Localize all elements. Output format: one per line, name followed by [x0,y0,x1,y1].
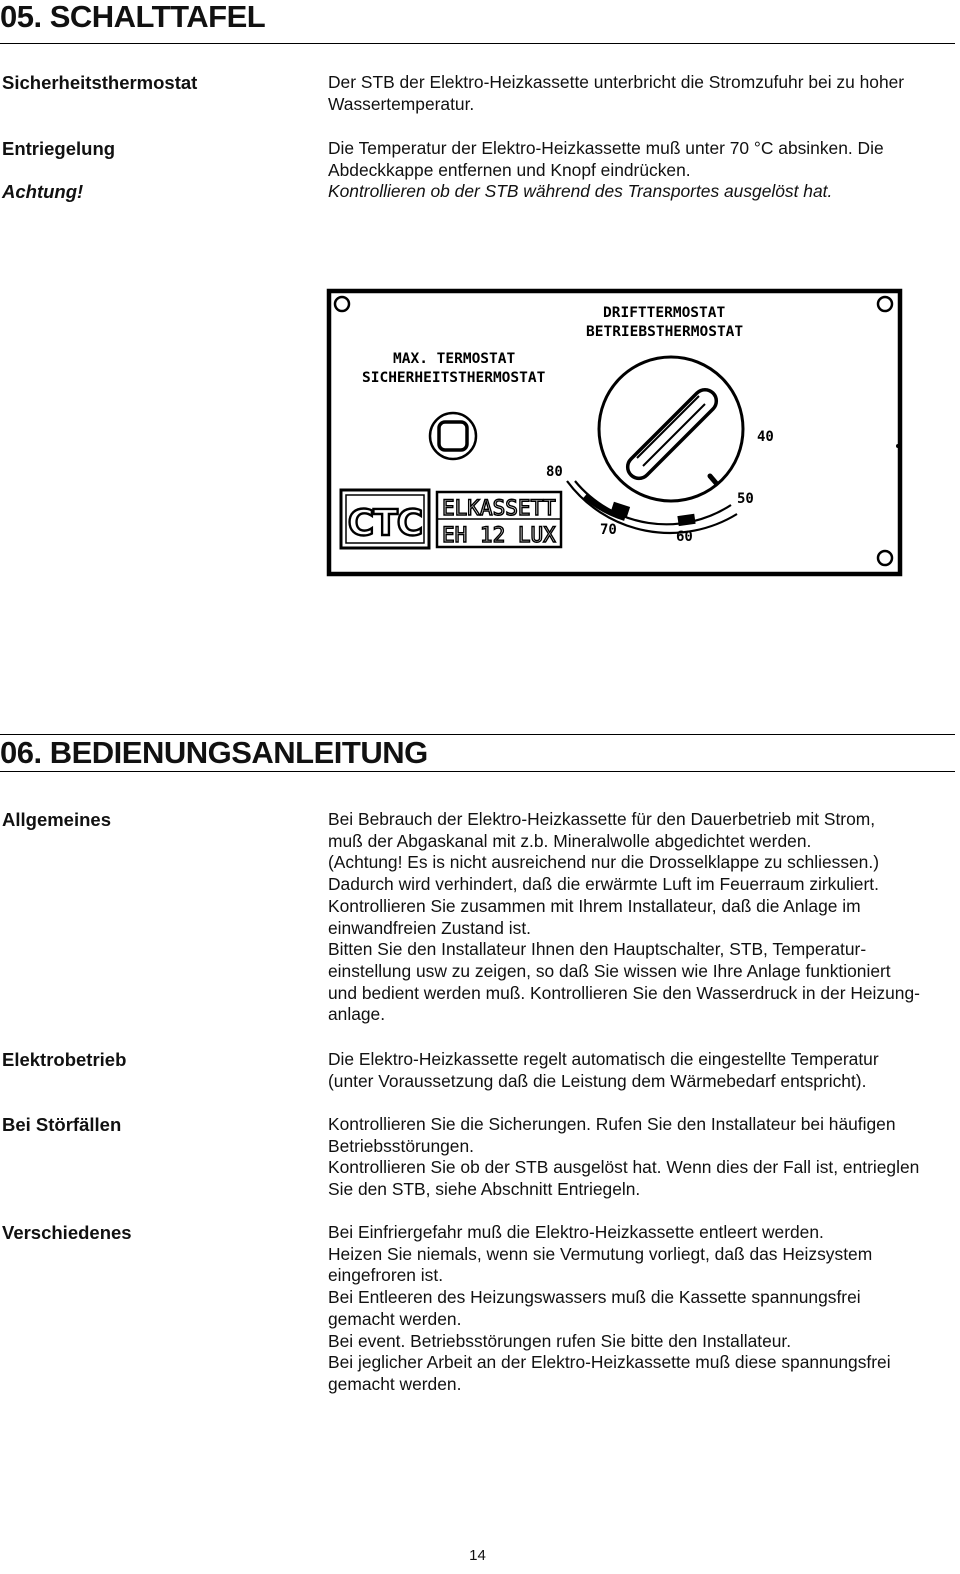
section-06-title: 06. BEDIENUNGSANLEITUNG [0,735,428,770]
text-entriegelung: Die Temperatur der Elektro-Heizkassette muß unter 70 °C absinken. Die Abdeckkappe entfernen und Knopf eindrücken. [328,138,884,180]
scale-60-label: 60 [676,529,693,545]
logo-text: CTC [347,503,423,544]
text-sicherheitsthermostat: Der STB der Elektro-Heizkassette unterbricht die Stromzufuhr bei zu hoher Wassertemperatur. [328,72,905,114]
page-number: 14 [469,1547,486,1564]
text-bei-stoerfaellen: Kontrollieren Sie die Sicherungen. Rufen Sie den Installateur bei häufigen Betriebsstörungen. Kontrollieren Sie ob der STB ausgelöst hat. Wenn dies der Fall ist, entrieglen Sie den STB, siehe Abschnitt Entriegeln. [328,1114,920,1200]
label-verschiedenes: Verschiedenes [2,1222,132,1243]
control-panel-illustration [325,286,905,582]
max-thermostat-label: MAX. TERMOSTAT [393,351,516,367]
label-achtung: Achtung! [2,181,84,202]
operating-thermostat-dial [567,357,743,533]
text-verschiedenes: Bei Einfriergefahr muß die Elektro-Heizkassette entleert werden. Heizen Sie niemals, wenn sie Vermutung vorliegt, daß das Heizsystem eingefroren ist. Bei Entleeren des Heizungswassers muß die Kassette spannungsfrei gemacht werden. Bei event. Betriebsstörungen rufen Sie bitte den Installateur. Bei jeglicher Arbeit an der Elektro-Heizkassette muß diese spannungsfrei gemacht werden. [328,1222,891,1394]
label-allgemeines: Allgemeines [2,809,111,830]
label-sicherheitsthermostat: Sicherheitsthermostat [2,72,198,93]
section-05-rule [0,43,955,44]
section-05-title: 05. SCHALTTAFEL [0,0,266,34]
label-bei-stoerfaellen: Bei Störfällen [2,1114,122,1135]
safety-thermostat-label: SICHERHEITSTHERMOSTAT [362,370,546,386]
scale-80-label: 80 [546,464,563,480]
text-achtung: Kontrollieren ob der STB während des Transportes ausgelöst hat. [328,181,833,201]
drift-thermostat-label: DRIFTTERMOSTAT [603,305,726,321]
operating-thermostat-label: BETRIEBSTHERMOSTAT [586,324,744,340]
section-06-rule [0,771,955,772]
safety-thermostat-reset-knob [430,413,476,459]
scale-50-label: 50 [737,491,754,507]
text-allgemeines: Bei Bebrauch der Elektro-Heizkassette für den Dauerbetrieb mit Strom, muß der Abgaskanal mit z.b. Mineralwolle abgedichtet werden. (Achtung! Es is nicht ausreichend nur die Drosselklappe zu schliessen.) Dadurch wird verhindert, daß die erwärmte Luft im Feuerraum zirkuliert. Kontrollieren Sie zusammen mit Ihrem Installateur, daß die Anlage im einwandfreien Zustand ist. Bitten Sie den Installateur Ihnen den Hauptschalter, STB, Temperatur- einstellung usw zu zeigen, so daß Sie wissen wie Ihre Anlage funktioniert und bedient werden muß. Kontrollieren Sie den Wasserdruck in der Heizung- anlage. [328,809,920,1025]
scale-70-label: 70 [600,522,617,538]
ctc-logo [341,490,429,548]
model-variant: EH 12 LUX [442,523,556,547]
label-elektrobetrieb: Elektrobetrieb [2,1049,127,1070]
label-entriegelung: Entriegelung [2,138,116,159]
screw-icon [878,297,892,311]
screw-icon [878,551,892,565]
text-elektrobetrieb: Die Elektro-Heizkassette regelt automatisch die eingestellte Temperatur (unter Voraussetzung daß die Leistung dem Wärmebedarf entspricht). [328,1049,879,1091]
scale-40-label: 40 [757,429,774,445]
screw-icon [335,297,349,311]
model-plate [437,492,561,547]
model-name: ELKASSETT [442,496,556,520]
